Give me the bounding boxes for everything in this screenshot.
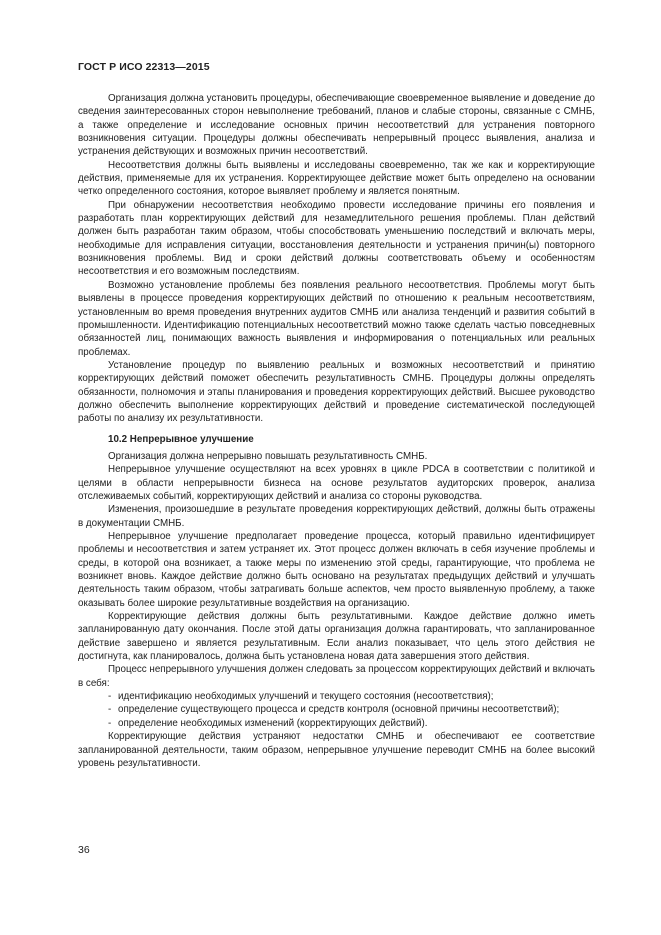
list-item	[78, 717, 595, 730]
document-body	[78, 92, 595, 770]
improvement-steps-list	[78, 690, 595, 730]
list-item-text: определение необходимых изменений (корректирующих действий).	[118, 717, 428, 729]
paragraph: Установление процедур по выявлению реальных и возможных несоответствий и принятию корректирующих действий поможет обеспечить результативность СМНБ. Процедуры должны определять обязанности, полномочия и этапы планирования и проведения корректирующих действий. Высшее руководство должно обеспечить выполнение корректирующих действий и проведение систематической последующей работы по анализу их результативности.	[78, 359, 595, 425]
document-header: ГОСТ Р ИСО 22313—2015	[78, 61, 210, 73]
list-item	[78, 703, 595, 716]
paragraph: Изменения, произошедшие в результате проведения корректирующих действий, должны быть отражены в документации СМНБ.	[78, 504, 595, 529]
paragraph: Корректирующие действия устраняют недостатки СМНБ и обеспечивают ее соответствие запланированной деятельности, таким образом, непрерывное улучшение переводит СМНБ на более высокий уровень результативности.	[78, 731, 595, 769]
dash-marker: -	[108, 717, 112, 729]
paragraph: Организация должна установить процедуры, обеспечивающие своевременное выявление и доведение до сведения заинтересованных сторон невыполнение требований, планов и слабые стороны, связанные с СМНБ, а также определение и исследование основных причин несоответствий для устранения повторного возникновения ситуации. Процедуры должны обеспечивать непрерывный процесс выявления, анализа и устранения действующих и возможных причин несоответствий.	[78, 93, 595, 158]
paragraph: Корректирующие действия должны быть результативными. Каждое действие должно иметь запланированную дату окончания. После этой даты организация должна гарантировать, что запланированное действие завершено и является результативным. Если анализ показывает, что цель этого действия не достигнута, как планировалось, должна быть установлена новая дата завершения этого действия.	[78, 611, 595, 663]
section-heading: 10.2 Непрерывное улучшение	[108, 433, 254, 445]
list-item-text: определение существующего процесса и средств контроля (основной причины несоответствий);	[118, 704, 560, 716]
paragraph: При обнаружении несоответствия необходимо провести исследование причины его появления и разработать план корректирующих действий для незамедлительного решения проблемы. План действий должен быть разработан таким образом, чтобы способствовать уменьшению последствий и включать меры, необходимые для исправления ситуации, восстановления деятельности и устранения причин(ы) повторного возникновения проблемы. Вид и сроки действий должны соответствовать объему и особенностям несоответствия и его возможным последствиям.	[78, 199, 595, 278]
paragraph: Возможно установление проблемы без появления реального несоответствия. Проблемы могут быть выявлены в процессе проведения корректирующих действий по отношению к реальным несоответствиям, установленным во время проведения внутренних аудитов СМНБ или анализа тенденций и развития событий в промышленности. Идентификацию потенциальных несоответствий можно также сделать частью повседневных обязанностей лиц, понимающих важность выявления и информирования о потенциальных или реальных проблемах.	[78, 279, 595, 358]
list-item	[78, 690, 595, 703]
dash-marker: -	[108, 691, 112, 703]
paragraph: Непрерывное улучшение предполагает проведение процесса, который правильно идентифицирует проблемы и несоответствия и затем устраняет их. Этот процесс должен включать в себя изучение проблемы и среды, в которой она возникает, а также меры по изменению этой среды, гарантирующие, что проблема не возникнет вновь. Каждое действие должно быть основано на результатах предыдущих действий и улучшать деятельность таким образом, чтобы затрагивать больше аспектов, чем просто выявленную проблему, а также оказывать более широкие результативные воздействия на организацию.	[78, 531, 595, 609]
paragraph: Процесс непрерывного улучшения должен следовать за процессом корректирующих действий и включать в себя:	[78, 664, 596, 689]
paragraph: Организация должна непрерывно повышать результативность СМНБ.	[108, 450, 428, 462]
list-item-text: идентификацию необходимых улучшений и текущего состояния (несоответствия);	[118, 691, 494, 703]
paragraph: Несоответствия должны быть выявлены и исследованы своевременно, так же как и корректирующие действия, применяемые для их устранения. Корректирующее действие может быть определено на основании четко определенного состояния, которое выявляет проблему и является понятным.	[78, 159, 595, 198]
dash-marker: -	[108, 704, 112, 716]
page-number: 36	[78, 844, 90, 856]
paragraph: Непрерывное улучшение осуществляют на всех уровнях в цикле PDCA в соответствии с политикой и целями в области непрерывности бизнеса на основе результатов аудиторских проверок, анализа отслеживаемых событий, корректирующих действий и анализа со стороны руководства.	[78, 464, 595, 502]
